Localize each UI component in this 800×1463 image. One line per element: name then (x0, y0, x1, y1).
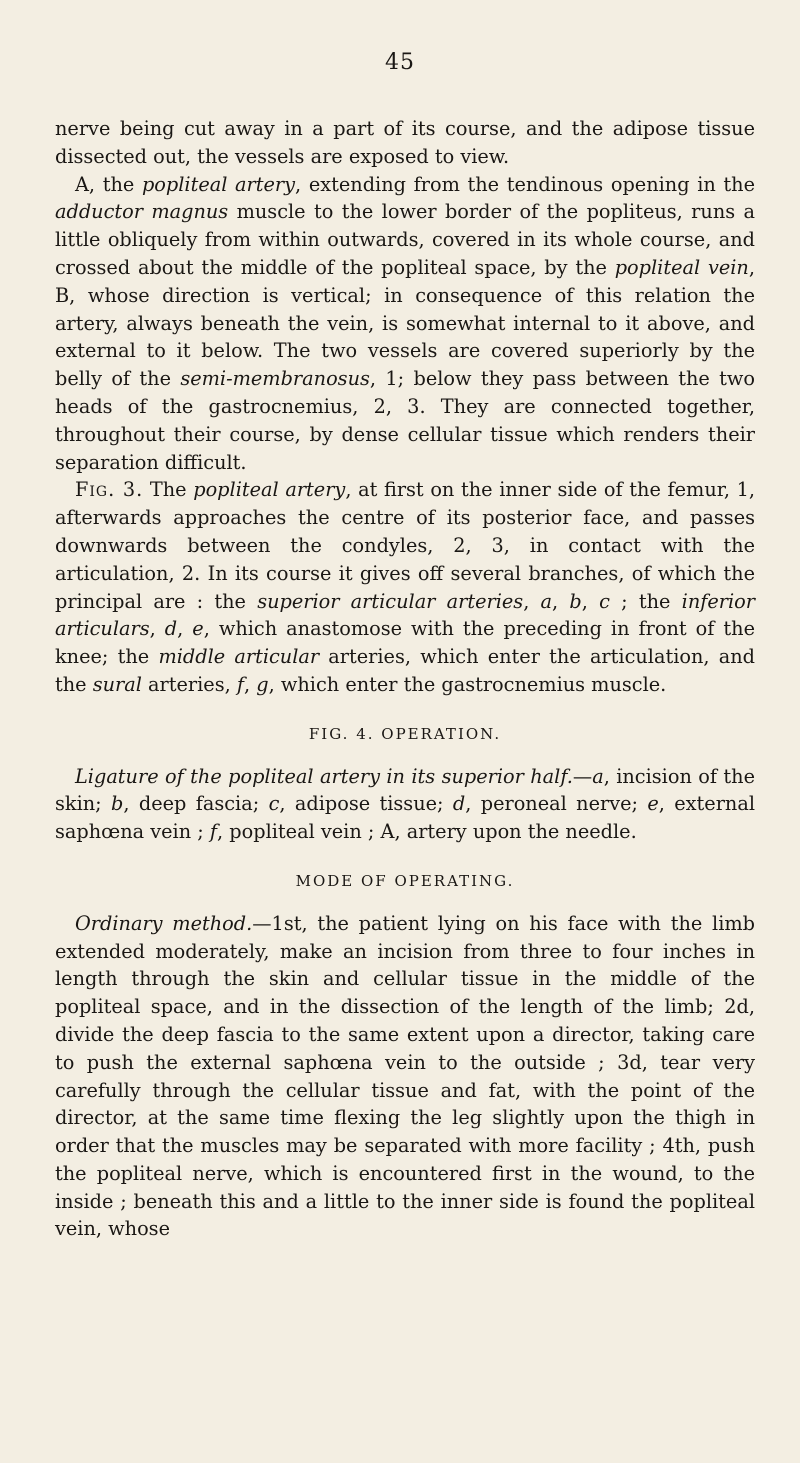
italic-term: d (452, 792, 466, 816)
italic-term: d (164, 617, 178, 641)
heading-mode-of-operating: MODE OF OPERATING. (295, 871, 515, 890)
paragraph-popliteal-artery (55, 171, 755, 477)
italic-term: Ordinary method. (75, 911, 253, 935)
text-run: , which enter the gastrocnemius muscle. (268, 672, 667, 696)
text-run: , (177, 617, 193, 641)
text-run: A, the (75, 172, 142, 196)
italic-term: c (268, 792, 280, 816)
italic-term: b (569, 589, 582, 613)
text-run: ; the (609, 589, 682, 613)
italic-term: e (647, 792, 659, 816)
text-run: , deep fascia; (123, 792, 269, 816)
text-run: , (244, 672, 257, 696)
paragraph-continuation: nerve being cut away in a part of its course, and the adipose tissue dissected out, the vessels are exposed to view. (55, 117, 755, 168)
italic-term: f (236, 672, 245, 696)
italic-term: semi-membranosus (180, 367, 370, 391)
text-run: arteries, (141, 672, 237, 696)
text-run: , popliteal vein ; A, artery upon the needle. (217, 820, 637, 844)
italic-term: g (256, 672, 269, 696)
italic-term: popliteal artery (141, 172, 296, 196)
text-run: , which anastomose with the preceding in front of the knee; the (55, 617, 756, 669)
text-run: The (143, 478, 194, 502)
italic-term: b (111, 792, 124, 816)
text-run: , extending from the tendinous opening in the (295, 172, 756, 196)
italic-term: popliteal vein (614, 255, 749, 279)
text-run: , external saphœna vein ; (55, 792, 756, 844)
heading-operation: FIG. 4. OPERATION. (308, 724, 502, 743)
italic-term: middle articular (158, 645, 320, 669)
italic-term: f (209, 820, 218, 844)
italic-term: popliteal artery (193, 478, 346, 502)
text-run: muscle to the lower border of the popliteus, runs a little obliquely from within outwards, covered in its whole course, and crossed about the middle of the popliteal space, by the (55, 200, 756, 279)
text-run: , peroneal nerve; (465, 792, 648, 816)
paragraph-fig-3 (55, 476, 755, 698)
text-run: , (523, 589, 541, 613)
italic-term: adductor magnus (55, 200, 229, 224)
italic-term: Ligature of the popliteal artery in its superior half. (75, 764, 573, 788)
figure-label: Fig. 3. (75, 478, 144, 502)
text-run: arteries, which enter the articulation, and the (55, 645, 755, 696)
text-run: , B, whose direction is vertical; in consequence of this relation the artery, always beneath the vein, is somewhat internal to it above, and external to it below. The two vessels are covered superiorly by the belly of the (55, 255, 755, 391)
italic-term: sural (92, 672, 142, 696)
italic-term: c (599, 589, 610, 613)
italic-term: a (592, 764, 604, 788)
text-run: , at first on the inner side of the femur, 1, afterwards approaches the centre of its posterior face, and passes downwards between the condyles, 2, 3, in contact with the articulation, 2. In its course it gives off several branches, of which the principal are : the (55, 478, 756, 613)
text-run: , adipose tissue; (279, 792, 453, 816)
italic-term: a (540, 589, 553, 613)
text-run: , (149, 617, 165, 641)
text-run: — (572, 764, 593, 788)
text-run: , (552, 589, 570, 613)
paragraph-ligature (55, 763, 755, 846)
page-number: 45 (385, 50, 415, 75)
paragraph-ordinary-method (55, 910, 755, 1244)
text-run: , 1; below they pass between the two heads of the gastrocnemius, 2, 3. They are connected together, throughout their course, by dense cellular tissue which renders their separation difficult. (55, 367, 756, 474)
text-run: , (581, 589, 600, 613)
text-run: , incision of the skin; (55, 764, 755, 816)
italic-term: superior articular arteries (257, 589, 524, 613)
italic-term: e (192, 617, 204, 641)
text-column (55, 115, 755, 1243)
italic-term: inferior articulars (55, 589, 755, 641)
text-run: —1st, the patient lying on his face with the limb extended moderately, make an incision from three to four inches in length through the skin and cellular tissue in the middle of the popliteal space, and in the dissection of the length of the limb; 2d, divide the deep fascia to the same extent upon a director, taking care to push the external saphœna vein to the outside ; 3d, tear very carefully through the cellular tissue and fat, with the point of the director, at the same time flexing the leg slightly upon the thigh in order that the muscles may be separated with more facility ; 4th, push the popliteal nerve, which is encountered first in the wound, to the inside ; beneath this and a little to the inner side is found the popliteal vein, whose (55, 911, 755, 1241)
